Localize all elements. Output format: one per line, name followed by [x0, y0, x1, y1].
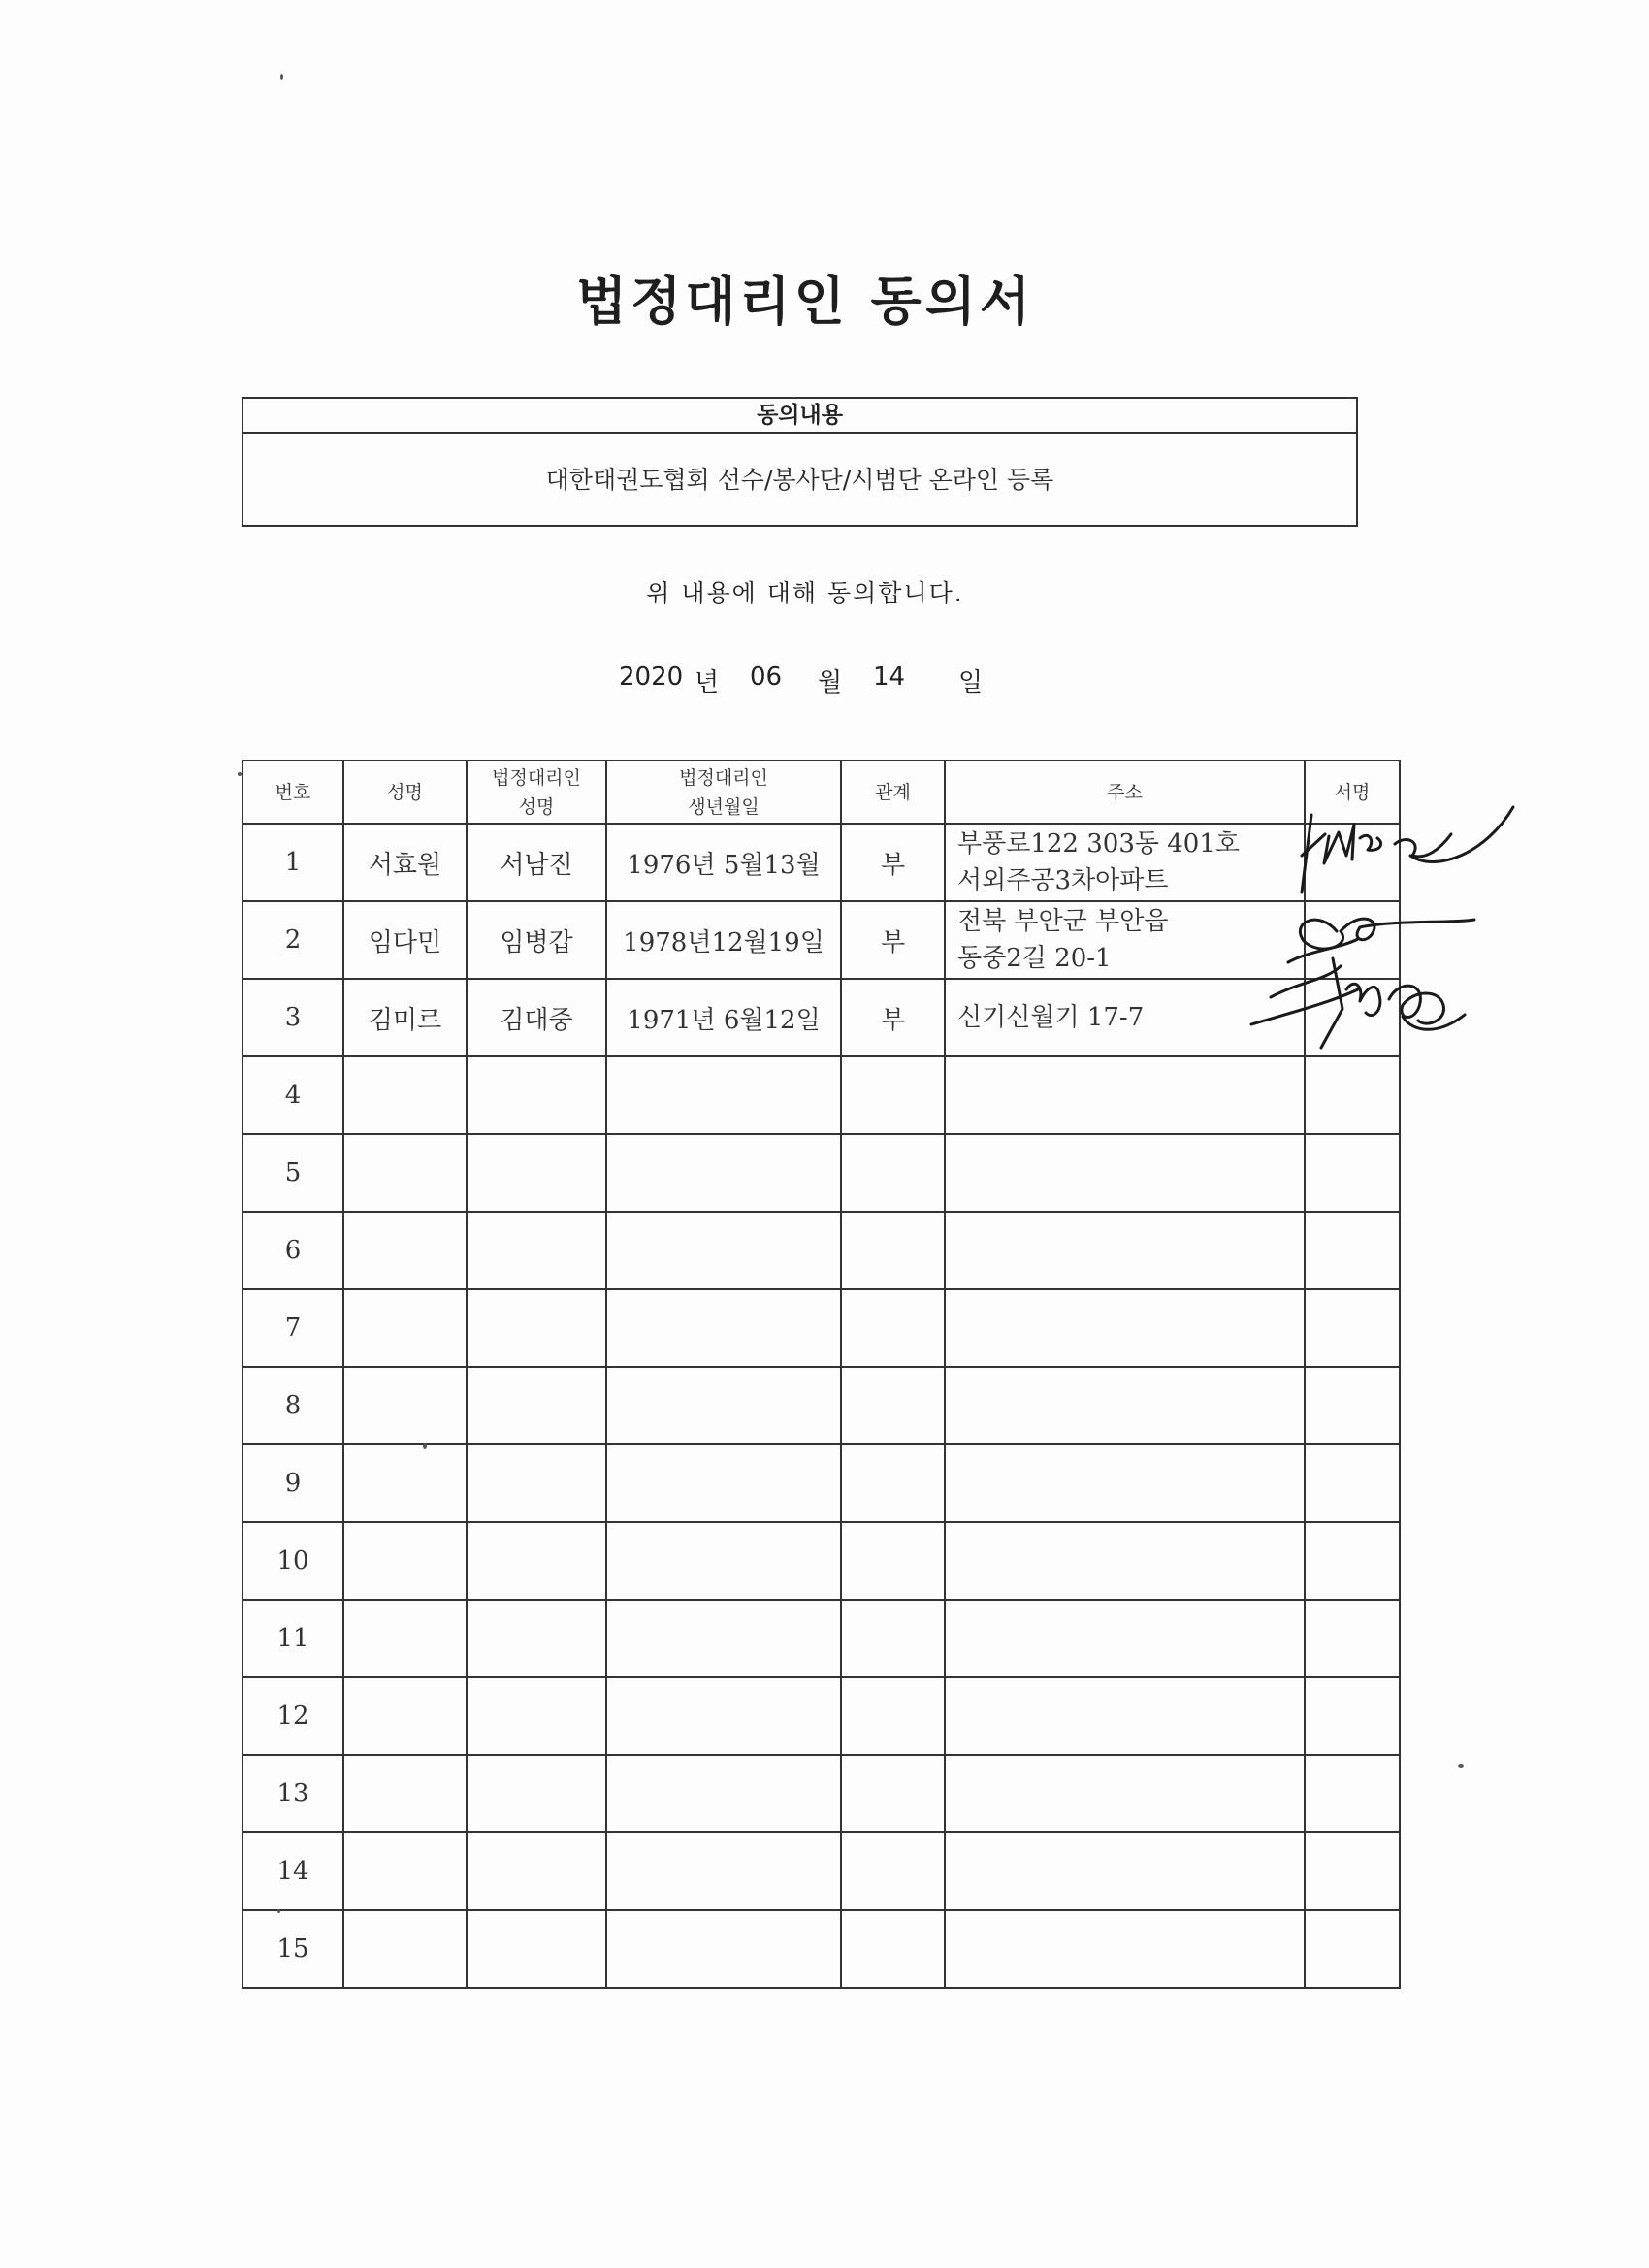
document-title: 법정대리인 동의서	[575, 271, 1035, 332]
cell-number: 4	[242, 1056, 343, 1134]
table-row	[242, 1522, 1400, 1600]
cell-guardian-name	[467, 1056, 606, 1134]
cell-name	[343, 1522, 467, 1600]
cell-signature	[1305, 1832, 1400, 1910]
cell-guardian-name	[467, 1134, 606, 1212]
cell-guardian-name	[467, 1910, 606, 1988]
cell-guardian-birth: 1976년 5월13월	[606, 824, 841, 901]
cell-guardian-name: 김대중	[467, 979, 606, 1056]
cell-guardian-birth	[606, 1289, 841, 1367]
table-row	[242, 824, 1400, 901]
cell-guardian-name	[467, 1367, 606, 1444]
cell-number: 8	[242, 1367, 343, 1444]
cell-guardian-birth	[606, 1134, 841, 1212]
cell-signature	[1305, 1600, 1400, 1677]
consent-box-content: 대한태권도협회 선수/봉사단/시범단 온라인 등록	[545, 466, 1054, 494]
guardian-registration-table	[242, 760, 1401, 1989]
table-row	[242, 1600, 1400, 1677]
address-line-2: 서외주공3차아파트	[957, 866, 1169, 895]
header-guardian-birth-line1: 법정대리인	[679, 766, 768, 789]
cell-guardian-birth: 1978년12월19일	[606, 901, 841, 979]
cell-relation	[841, 1289, 945, 1367]
cell-guardian-birth	[606, 1755, 841, 1832]
cell-address	[945, 1600, 1305, 1677]
cell-number: 5	[242, 1134, 343, 1212]
cell-relation	[841, 1212, 945, 1289]
date-year-unit: 년	[695, 668, 720, 697]
cell-relation	[841, 1755, 945, 1832]
address-line-1: 부풍로122 303동 401호	[957, 829, 1240, 859]
cell-guardian-birth	[606, 1677, 841, 1755]
cell-guardian-name	[467, 1600, 606, 1677]
table-row	[242, 1134, 1400, 1212]
cell-number: 3	[242, 979, 343, 1056]
cell-name: 김미르	[343, 979, 467, 1056]
cell-guardian-birth	[606, 1056, 841, 1134]
cell-name	[343, 1367, 467, 1444]
cell-relation	[841, 1056, 945, 1134]
cell-signature	[1305, 1522, 1400, 1600]
cell-guardian-name	[467, 1522, 606, 1600]
cell-signature	[1305, 1677, 1400, 1755]
scan-speck	[277, 1909, 280, 1913]
cell-number: 7	[242, 1289, 343, 1367]
cell-address	[945, 1134, 1305, 1212]
header-guardian-name	[467, 761, 606, 824]
cell-signature	[1305, 1134, 1400, 1212]
cell-name	[343, 1056, 467, 1134]
cell-number: 1	[242, 824, 343, 901]
cell-guardian-birth	[606, 1832, 841, 1910]
cell-guardian-birth	[606, 1600, 841, 1677]
cell-relation	[841, 1910, 945, 1988]
cell-address	[945, 1289, 1305, 1367]
cell-signature	[1305, 901, 1400, 979]
cell-guardian-name	[467, 1832, 606, 1910]
scan-speck	[238, 772, 242, 776]
header-address: 주소	[945, 761, 1305, 824]
table-row	[242, 1755, 1400, 1832]
cell-name	[343, 1212, 467, 1289]
cell-signature	[1305, 1212, 1400, 1289]
cell-address	[945, 1755, 1305, 1832]
date-year: 2020	[619, 663, 684, 692]
cell-relation: 부	[841, 901, 945, 979]
cell-guardian-name: 서남진	[467, 824, 606, 901]
cell-address	[945, 824, 1305, 901]
cell-name	[343, 1600, 467, 1677]
table-row	[242, 1832, 1400, 1910]
header-relation: 관계	[841, 761, 945, 824]
cell-signature	[1305, 1755, 1400, 1832]
cell-name	[343, 1444, 467, 1522]
cell-relation: 부	[841, 824, 945, 901]
cell-guardian-name: 임병갑	[467, 901, 606, 979]
cell-number: 11	[242, 1600, 343, 1677]
cell-name	[343, 1134, 467, 1212]
cell-signature	[1305, 1444, 1400, 1522]
address-line-1: 전북 부안군 부안읍	[957, 907, 1169, 936]
table-row	[242, 1677, 1400, 1755]
consent-content-box	[242, 397, 1358, 527]
cell-address	[945, 1367, 1305, 1444]
cell-signature	[1305, 824, 1400, 901]
header-name: 성명	[343, 761, 467, 824]
cell-number: 12	[242, 1677, 343, 1755]
table-row	[242, 1289, 1400, 1367]
cell-number: 13	[242, 1755, 343, 1832]
cell-signature	[1305, 1367, 1400, 1444]
cell-guardian-birth	[606, 1910, 841, 1988]
cell-name	[343, 1832, 467, 1910]
table-row	[242, 1212, 1400, 1289]
cell-guardian-birth: 1971년 6월12일	[606, 979, 841, 1056]
cell-guardian-birth	[606, 1444, 841, 1522]
scan-speck	[1458, 1764, 1464, 1768]
date-month: 06	[750, 663, 783, 692]
table-row	[242, 1367, 1400, 1444]
cell-guardian-name	[467, 1289, 606, 1367]
cell-address	[945, 979, 1305, 1056]
header-guardian-birth-line2: 생년월일	[688, 795, 760, 818]
header-number: 번호	[242, 761, 343, 824]
cell-number: 2	[242, 901, 343, 979]
header-guardian-birth	[606, 761, 841, 824]
cell-address	[945, 1832, 1305, 1910]
cell-signature	[1305, 979, 1400, 1056]
table-body	[242, 824, 1400, 1988]
cell-signature	[1305, 1056, 1400, 1134]
cell-address	[945, 1444, 1305, 1522]
cell-name	[343, 1677, 467, 1755]
date-day-unit: 일	[958, 668, 984, 697]
cell-number: 15	[242, 1910, 343, 1988]
cell-relation	[841, 1677, 945, 1755]
cell-relation	[841, 1600, 945, 1677]
table-row	[242, 901, 1400, 979]
cell-guardian-name	[467, 1212, 606, 1289]
cell-name: 서효원	[343, 824, 467, 901]
cell-name	[343, 1289, 467, 1367]
cell-guardian-name	[467, 1677, 606, 1755]
cell-guardian-birth	[606, 1522, 841, 1600]
table-row	[242, 1444, 1400, 1522]
cell-address	[945, 1677, 1305, 1755]
cell-guardian-birth	[606, 1367, 841, 1444]
table-row	[242, 1910, 1400, 1988]
consent-box-heading: 동의내용	[243, 399, 1356, 434]
cell-name	[343, 1755, 467, 1832]
date-month-unit: 월	[818, 668, 843, 697]
date-day: 14	[873, 663, 906, 692]
cell-number: 6	[242, 1212, 343, 1289]
cell-signature	[1305, 1289, 1400, 1367]
cell-relation: 부	[841, 979, 945, 1056]
header-signature: 서명	[1305, 761, 1400, 824]
cell-address	[945, 901, 1305, 979]
cell-relation	[841, 1522, 945, 1600]
table-row	[242, 1056, 1400, 1134]
scan-speck	[280, 74, 283, 80]
cell-guardian-name	[467, 1444, 606, 1522]
cell-relation	[841, 1367, 945, 1444]
cell-address	[945, 1056, 1305, 1134]
cell-number: 10	[242, 1522, 343, 1600]
cell-number: 9	[242, 1444, 343, 1522]
cell-address	[945, 1522, 1305, 1600]
header-guardian-name-line1: 법정대리인	[492, 766, 581, 789]
header-guardian-name-line2: 성명	[518, 795, 555, 818]
cell-relation	[841, 1832, 945, 1910]
cell-signature	[1305, 1910, 1400, 1988]
cell-guardian-birth	[606, 1212, 841, 1289]
cell-number: 14	[242, 1832, 343, 1910]
scan-speck	[423, 1443, 427, 1449]
address-line-1: 신기신월기 17-7	[957, 1003, 1145, 1032]
cell-guardian-name	[467, 1755, 606, 1832]
cell-address	[945, 1910, 1305, 1988]
cell-name: 임다민	[343, 901, 467, 979]
cell-address	[945, 1212, 1305, 1289]
cell-name	[343, 1910, 467, 1988]
cell-relation	[841, 1134, 945, 1212]
table-header-row	[242, 761, 1400, 824]
cell-relation	[841, 1444, 945, 1522]
table-row	[242, 979, 1400, 1056]
agree-statement: 위 내용에 대해 동의합니다.	[646, 579, 964, 607]
address-line-2: 동중2길 20-1	[957, 944, 1112, 973]
